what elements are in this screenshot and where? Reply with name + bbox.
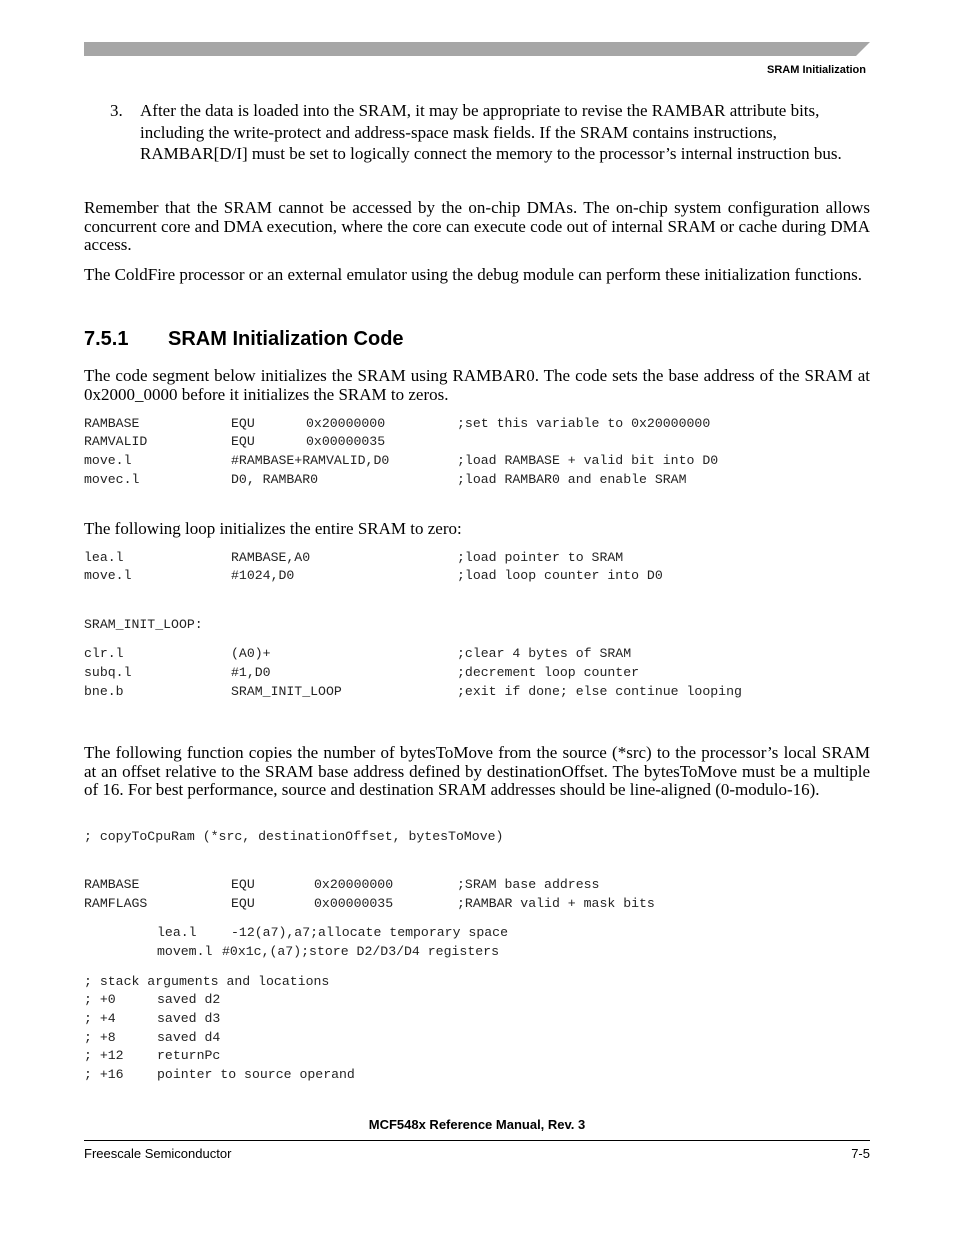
footer-company: Freescale Semiconductor	[84, 1146, 232, 1161]
list-number: 3.	[110, 101, 123, 120]
code-token: bne.b	[84, 684, 124, 699]
code-token: lea.l	[157, 925, 197, 940]
code-comment: pointer to source operand	[157, 1067, 355, 1082]
paragraph-rambar: The code segment below initializes the SRAM using RAMBAR0. The code sets the base address of the SRAM at 0x2000_0000 before it initializes the SRAM to zeros.	[84, 366, 870, 404]
code-token: #RAMBASE+RAMVALID,D0	[231, 453, 390, 468]
code-token: SRAM_INIT_LOOP	[231, 684, 342, 699]
section-number: 7.5.1	[84, 328, 129, 350]
paragraph-debug: The ColdFire processor or an external emulator using the debug module can perform these initialization functions.	[84, 265, 862, 284]
footer-rule	[84, 1140, 870, 1141]
code-comment: ;clear 4 bytes of SRAM	[457, 646, 632, 661]
code-token: -12(a7),a7;allocate temporary space	[231, 925, 508, 940]
code-token: clr.l	[84, 646, 124, 661]
paragraph-dma: Remember that the SRAM cannot be accessed by the on-chip DMAs. The on-chip system configuration allows concurrent core and DMA execution, where the core can execute code out of internal SRAM or cache during DMA access.	[84, 198, 870, 254]
code-comment: saved d2	[157, 992, 221, 1007]
code-comment: saved d3	[157, 1011, 221, 1026]
running-head: SRAM Initialization	[767, 64, 866, 76]
code-comment: ;load RAMBAR0 and enable SRAM	[457, 472, 687, 487]
code-comment: ;set this variable to 0x20000000	[457, 416, 711, 431]
code-comment: ;load pointer to SRAM	[457, 550, 624, 565]
code-token: #1,D0	[231, 665, 271, 680]
code-comment: ;load loop counter into D0	[457, 568, 663, 583]
code-comment: ;RAMBAR valid + mask bits	[457, 896, 655, 911]
code-label: SRAM_INIT_LOOP:	[84, 617, 203, 632]
code-token: movec.l	[84, 472, 140, 487]
code-token: EQU	[231, 416, 255, 431]
code-comment: ; +12	[84, 1048, 124, 1063]
code-token: RAMBASE	[84, 416, 140, 431]
paragraph-loop: The following loop initializes the entire SRAM to zero:	[84, 519, 462, 538]
code-comment: ; +16	[84, 1067, 124, 1082]
header-bar	[84, 42, 870, 56]
code-comment: ;SRAM base address	[457, 877, 600, 892]
code-comment: ;load RAMBASE + valid bit into D0	[457, 453, 719, 468]
code-token: (A0)+	[231, 646, 271, 661]
list-text: After the data is loaded into the SRAM, it may be appropriate to revise the RAMBAR attribute bits, including the write-protect and address-space mask fields. If the SRAM contains instructions, RAMBAR[D/I] must be set to logically connect the memory to the processor’s internal instruction bus.	[140, 101, 842, 163]
code-token: D0, RAMBAR0	[231, 472, 319, 487]
footer-title: MCF548x Reference Manual, Rev. 3	[368, 1117, 586, 1132]
paragraph-copy: The following function copies the number of bytesToMove from the source (*src) to the processor’s local SRAM at an offset relative to the SRAM base address defined by destinationOffset. The bytesToMove must be a multiple of 16. For best performance, source and destination SRAM addresses should be line-aligned (0-modulo-16).	[84, 743, 870, 799]
code-token: move.l	[84, 568, 132, 583]
code-token: 0x20000000	[306, 416, 386, 431]
code-token: RAMBASE	[84, 877, 140, 892]
code-token: #1024,D0	[231, 568, 295, 583]
code-token: subq.l	[84, 665, 132, 680]
code-comment: ; copyToCpuRam (*src, destinationOffset, bytesToMove)	[84, 829, 504, 844]
code-comment: ; +0	[84, 992, 116, 1007]
page-number: 7-5	[851, 1146, 870, 1161]
section-title: SRAM Initialization Code	[168, 328, 404, 350]
code-token: 0x00000035	[306, 434, 386, 449]
section-heading	[84, 328, 404, 351]
code-comment: returnPc	[157, 1048, 221, 1063]
code-token: 0x20000000	[314, 877, 394, 892]
code-token: move.l	[84, 453, 132, 468]
code-token: 0x00000035	[314, 896, 394, 911]
code-comment: ; +4	[84, 1011, 116, 1026]
code-token: RAMBASE,A0	[231, 550, 311, 565]
code-token: RAMVALID	[84, 434, 148, 449]
code-token: EQU	[231, 434, 255, 449]
code-token: EQU	[231, 896, 255, 911]
code-comment: ;decrement loop counter	[457, 665, 640, 680]
code-comment: ;exit if done; else continue looping	[457, 684, 742, 699]
code-comment: ; stack arguments and locations	[84, 974, 330, 989]
code-comment: ; +8	[84, 1030, 116, 1045]
code-token: lea.l	[84, 550, 124, 565]
code-token: EQU	[231, 877, 255, 892]
code-token: RAMFLAGS	[84, 896, 148, 911]
code-token: movem.l	[157, 944, 213, 959]
code-comment: saved d4	[157, 1030, 221, 1045]
code-token: #0x1c,(a7);store D2/D3/D4 registers	[222, 944, 499, 959]
